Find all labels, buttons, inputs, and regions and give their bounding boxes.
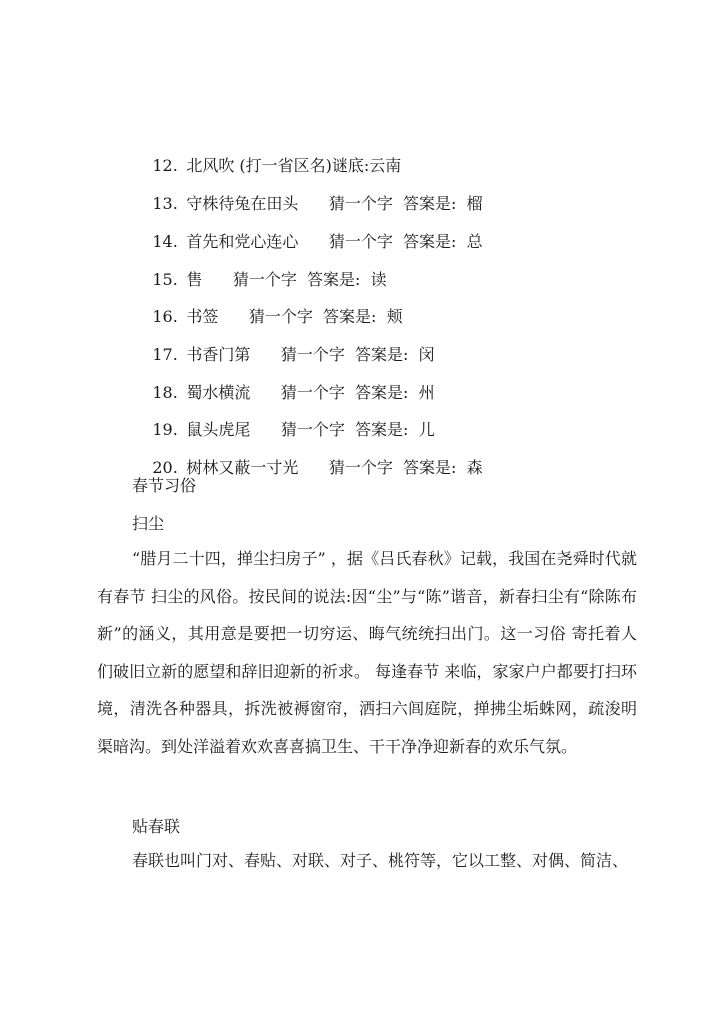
riddle-number: 18. [152,383,178,402]
riddle-number: 14. [152,232,178,251]
riddle-number: 15. [152,270,178,289]
riddle-text: 书签 猜一个字 答案是: 颊 [186,307,403,326]
riddle-number: 19. [152,420,178,439]
riddle-number: 12. [152,156,178,175]
riddle-text: 鼠头虎尾 猜一个字 答案是: 儿 [186,420,435,439]
riddle-number: 13. [152,194,178,213]
subsection-heading: 扫尘 [132,514,165,533]
riddle-text: 书香门第 猜一个字 答案是: 闵 [186,345,435,364]
riddle-text: 树林又蔽一寸光 猜一个字 答案是: 森 [186,458,483,477]
couplets-paragraph: 春联也叫门对、春贴、对联、对子、桃符等，它以工整、对偶、简洁、 [132,851,629,870]
riddle-text: 首先和党心连心 猜一个字 答案是: 总 [186,232,483,251]
riddle-text: 售 猜一个字 答案是: 读 [186,270,387,289]
riddle-text: 北风吹 (打一省区名)谜底:云南 [186,156,402,175]
section-heading: 春节习俗 [132,476,197,495]
sweep-paragraph: “腊月二十四，掸尘扫房子” ，据《吕氏春秋》记载，我国在尧舜时代就有春节 扫尘的风俗。按民间的说法:因“尘”与“陈”谐音，新春扫尘有“除陈布新”的涵义，其用意是要把一切穷运、晦气统统扫出门。这一习俗 寄托着人们破旧立新的愿望和辞旧迎新的祈求。 每逢春节 来临，家家户户都要打扫环境，清洗各种器具，拆洗被褥窗帘，洒扫六闾庭院，掸拂尘垢蛛网，疏浚明渠暗沟。到处洋溢着欢欢喜喜搞卫生、干干净净迎新春的欢乐气氛。 [97,549,637,756]
riddle-number: 16. [152,307,178,326]
subsection-heading: 贴春联 [132,817,181,836]
riddle-number: 17. [152,345,178,364]
riddle-text: 守株待兔在田头 猜一个字 答案是: 榴 [186,194,483,213]
riddle-text: 蜀水横流 猜一个字 答案是: 州 [186,383,435,402]
riddle-number: 20. [152,458,178,477]
